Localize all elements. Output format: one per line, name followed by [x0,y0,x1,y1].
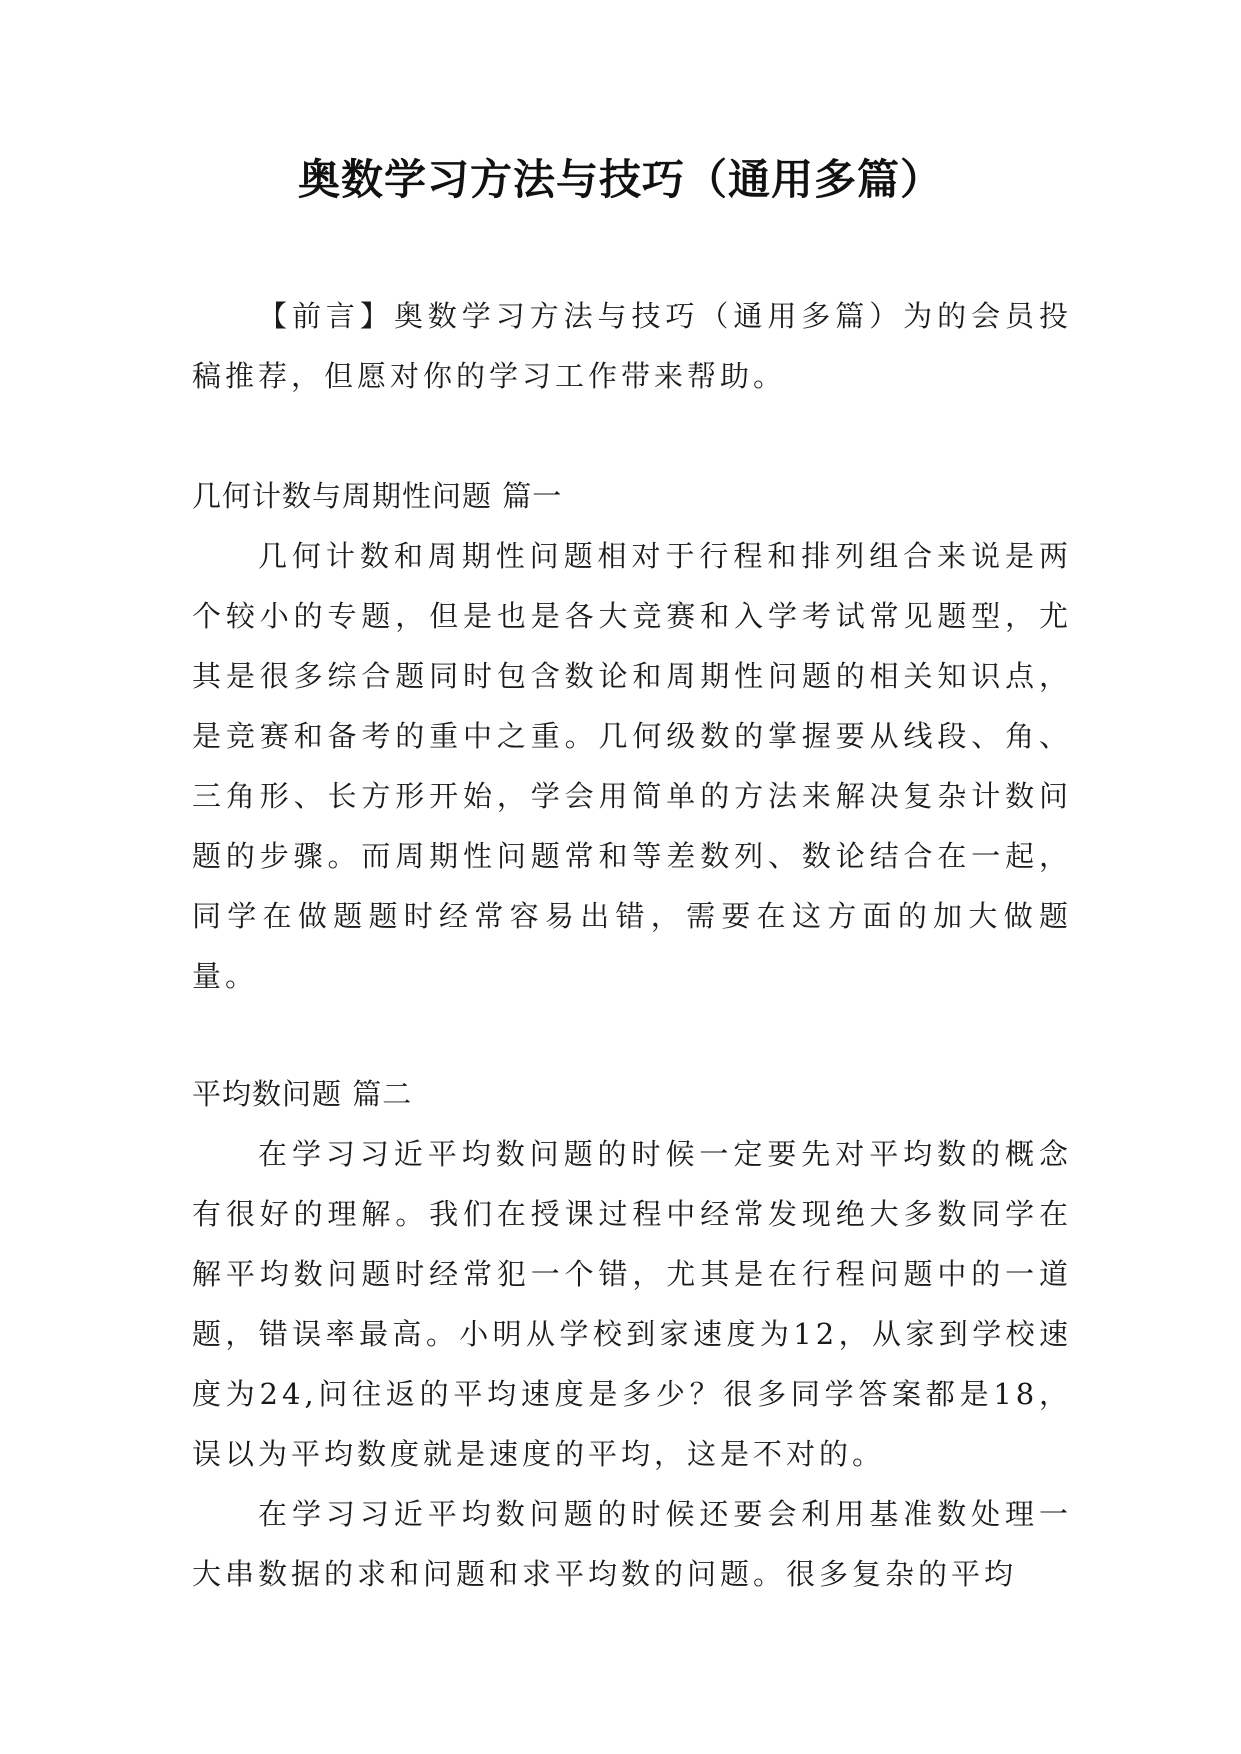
section-1-paragraph-1: 几何计数和周期性问题相对于行程和排列组合来说是两个较小的专题，但是也是各大竞赛和入学考试常见题型，尤其是很多综合题同时包含数论和周期性问题的相关知识点，是竞赛和备考的重中之重。几何级数的掌握要从线段、角、三角形、长方形开始，学会用简单的方法来解决复杂计数问题的步骤。而周期性问题常和等差数列、数论结合在一起，同学在做题题时经常容易出错，需要在这方面的加大做题量。 [192,539,1072,993]
section-spacer [192,406,1072,466]
section-heading-2: 平均数问题 篇二 [192,1077,413,1111]
document-body [192,286,1072,1604]
document-title: 奥数学习方法与技巧（通用多篇） [297,155,943,204]
section-heading-1: 几何计数与周期性问题 篇一 [192,479,563,513]
section-2-paragraph-1: 在学习习近平均数问题的时候一定要先对平均数的概念有很好的理解。我们在授课过程中经常发现绝大多数同学在解平均数问题时经常犯一个错，尤其是在行程问题中的一道题，错误率最高。小明从学校到家速度为12，从家到学校速度为24,问往返的平均速度是多少？很多同学答案都是18，误以为平均数度就是速度的平均，这是不对的。 [192,1137,1072,1471]
preface-paragraph: 【前言】奥数学习方法与技巧（通用多篇）为的会员投稿推荐，但愿对你的学习工作带来帮助。 [192,299,1072,393]
section-spacer [192,1006,1072,1064]
section-2-paragraph-2: 在学习习近平均数问题的时候还要会利用基准数处理一大串数据的求和问题和求平均数的问题。很多复杂的平均 [192,1497,1072,1591]
